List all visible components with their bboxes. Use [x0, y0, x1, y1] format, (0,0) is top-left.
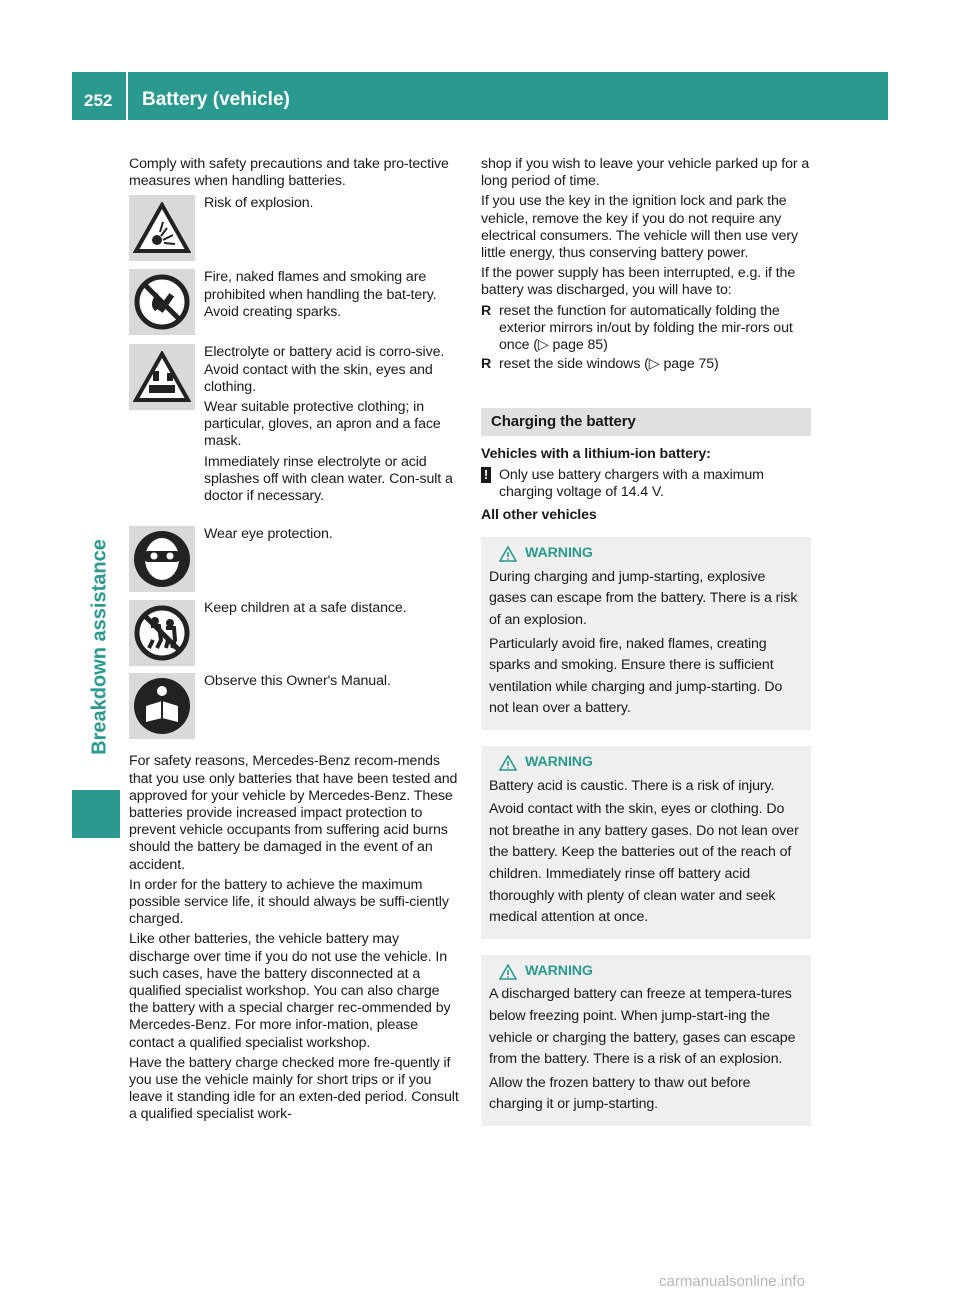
page-header [72, 72, 888, 120]
symbol-row [129, 344, 461, 526]
body-paragraph: If the power supply has been interrupted, e.g. if the battery was discharged, you will have to: [481, 265, 796, 299]
owners-manual-icon [129, 673, 195, 739]
body-paragraph: Have the battery charge checked more fre-quently if you use the vehicle mainly for short trips or if you leave it standing idle for an exten-ded period. Consult a qualified specialist work- [129, 1054, 459, 1123]
notice-text: Only use battery chargers with a maximum charging voltage of 14.4 V. [499, 466, 764, 500]
warning-text: Battery acid is caustic. There is a risk of injury. [489, 777, 775, 794]
watermark: carmanualsonline.info [659, 1273, 805, 1290]
symbol-row [129, 600, 461, 673]
body-paragraph: shop if you wish to leave your vehicle parked up for a long period of time. [481, 156, 810, 190]
page-number: 252 [84, 91, 113, 110]
right-column [481, 156, 811, 1126]
list-item [481, 356, 811, 373]
intro-text: Comply with safety precautions and take pro-tective measures when handling batteries. [129, 156, 449, 190]
symbol-text-line: Immediately rinse electrolyte or acid splashes off with clean water. Con-sult a doctor if necessary. [204, 453, 453, 505]
warning-text: Avoid contact with the skin, eyes or clothing. Do not breathe in any battery gases. Do not lean over the battery. Keep the batteries out of the reach of children. Immediately rinse off battery acid thoroughly with plenty of clean water and seek medical attention at once. [489, 801, 799, 926]
symbol-row [129, 673, 461, 753]
body-paragraph: If you use the key in the ignition lock and park the vehicle, remove the key if you do not require any electrical consumers. The vehicle will then use very little energy, thus conserving battery power. [481, 193, 799, 262]
warning-title [499, 543, 803, 565]
warning-label: WARNING [525, 962, 593, 979]
body-paragraph: For safety reasons, Mercedes-Benz recom-mends that you use only batteries that have been tested and approved for your vehicle by Mercedes-Benz. These batteries provide increased impact protection to prevent vehicle occupants from suffering acid burns should the battery be damaged in the event of an accident. [129, 753, 458, 873]
symbol-row [129, 526, 461, 600]
left-column [129, 156, 461, 1127]
bullet-mark: R [481, 302, 492, 319]
notice-icon: ! [481, 467, 491, 483]
symbol-text [204, 269, 461, 324]
symbol-text [204, 344, 461, 508]
explosion-warning-icon [129, 195, 195, 261]
side-tab [86, 539, 114, 755]
warning-text: Particularly avoid fire, naked flames, creating sparks and smoking. Ensure there is sufficient ventilation while charging and jump-starting. Do not lean over a battery. [489, 635, 783, 717]
sub-heading: Vehicles with a lithium-ion battery: [481, 446, 711, 463]
body-paragraph: In order for the battery to achieve the maximum possible service life, it should always be suffi-ciently charged. [129, 876, 449, 928]
page-title: Battery (vehicle) [142, 89, 290, 110]
symbol-row [129, 195, 461, 269]
symbol-text-line: Electrolyte or battery acid is corro-sive. Avoid contact with the skin, eyes and clothing. [204, 344, 445, 395]
warning-icon [499, 964, 517, 980]
symbol-text [204, 195, 461, 215]
warning-box [481, 537, 811, 730]
symbol-row [129, 269, 461, 344]
symbol-text [204, 673, 461, 693]
side-tab-label: Breakdown assistance [88, 539, 111, 755]
symbol-text-line: Wear eye protection. [204, 526, 333, 543]
list-item-text: reset the function for automatically folding the exterior mirrors in/out by folding the mir-rors out once (▷ page 85) [499, 302, 793, 354]
corrosive-acid-warning-icon [129, 344, 195, 410]
body-paragraph: Like other batteries, the vehicle battery may discharge over time if you do not use the vehicle. In such cases, have the battery disconnected at a qualified specialist workshop. You can also charge the battery with a special charger rec-ommended by Mercedes-Benz. For more infor-mation, please contact a qualified specialist workshop. [129, 931, 451, 1051]
warning-text: During charging and jump-starting, explosive gases can escape from the battery. There is a risk of an explosion. [489, 568, 798, 629]
notice [481, 467, 811, 501]
side-tab-marker [72, 790, 120, 838]
warning-text: A discharged battery can freeze at tempera-tures below freezing point. When jump-start-ing the vehicle or charging the battery, gases can escape from the battery. There is a risk of an explosion. [489, 986, 796, 1068]
bullet-mark: R [481, 356, 492, 373]
symbol-text-line: Risk of explosion. [204, 195, 314, 212]
symbol-text-line: Fire, naked flames and smoking are prohibited when handling the bat-tery. Avoid creating sparks. [204, 269, 437, 320]
no-fire-no-smoking-icon [129, 269, 195, 335]
warning-icon [499, 755, 517, 771]
list-item-text: reset the side windows (▷ page 75) [499, 356, 719, 373]
symbol-text [204, 600, 461, 620]
symbol-text [204, 526, 461, 546]
section-heading: Charging the battery [481, 408, 811, 436]
warning-title [499, 752, 803, 774]
warning-box [481, 746, 811, 939]
symbol-text-line: Wear suitable protective clothing; in particular, gloves, an apron and a face mask. [204, 399, 441, 450]
warning-label: WARNING [525, 545, 593, 562]
symbol-text-line: Observe this Owner's Manual. [204, 673, 391, 690]
symbol-text-line: Keep children at a safe distance. [204, 600, 407, 617]
list-item [481, 303, 811, 355]
warning-label: WARNING [525, 754, 593, 770]
keep-children-away-icon [129, 600, 195, 666]
warning-title [499, 961, 803, 983]
warning-box [481, 955, 811, 1126]
warning-text: Allow the frozen battery to thaw out before charging it or jump-starting. [489, 1074, 751, 1113]
eye-protection-icon [129, 526, 195, 592]
sub-heading: All other vehicles [481, 507, 597, 524]
warning-icon [499, 546, 517, 562]
header-divider [126, 72, 128, 120]
